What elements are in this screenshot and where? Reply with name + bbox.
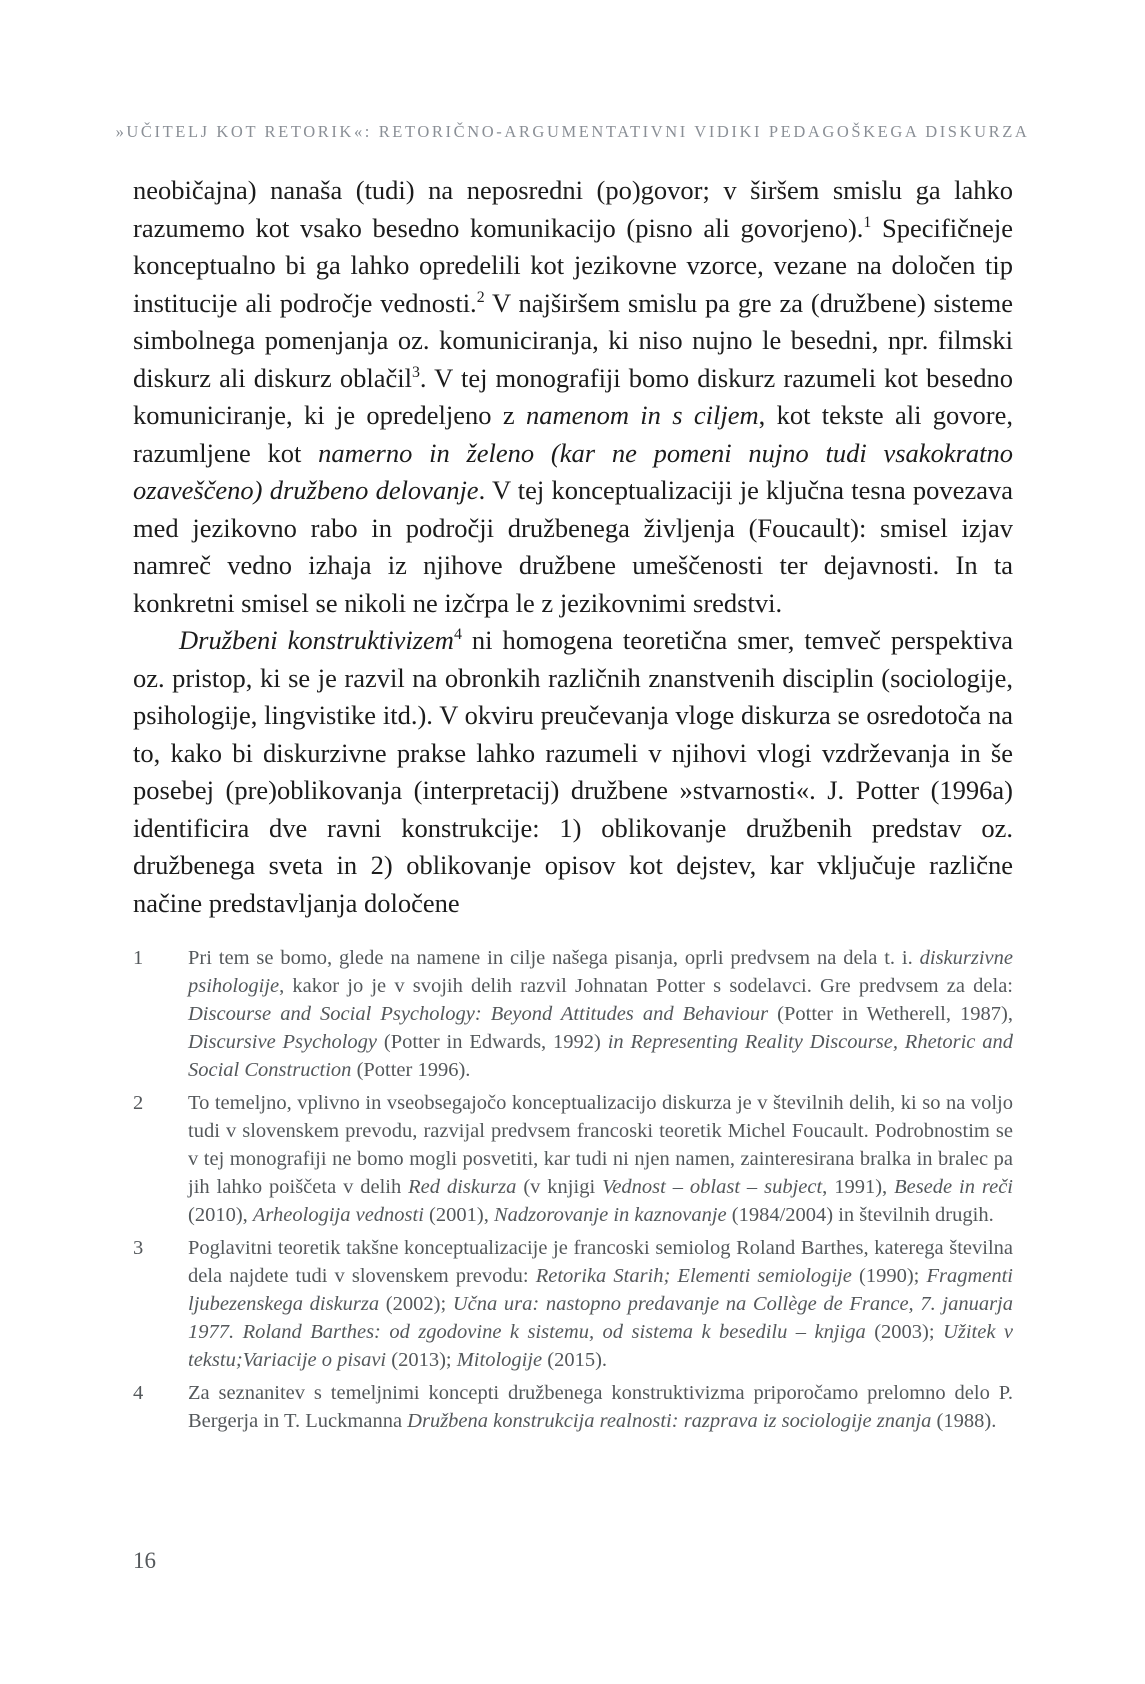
text-run: (v knjigi [516,1176,603,1198]
italic-run: Red diskurza [408,1176,517,1198]
running-header: »UČITELJ KOT RETORIK«: RETORIČNO-ARGUMENTATIVNI VIDIKI PEDAGOŠKEGA DISKURZA [115,122,1030,141]
italic-run: Discourse and Social Psychology: Beyond Attitudes and Behaviour [188,1003,769,1025]
footnote-text [188,944,1013,1084]
italic-run: Arheologija vednosti [252,1204,424,1226]
footnote-ref: 1 [863,213,872,231]
text-run: ni homogena teoretična smer, temveč perspektiva oz. pristop, ki se je razvil na obronkih različnih znanstvenih disciplin (sociologije, psihologije, lingvistike itd.). V okviru preučevanja vloge diskurza se osredotoča na to, kako bi diskurzivne prakse lahko razumeli v njihovi vlogi vzdrževanja in še posebej (pre)oblikovanja (interpretacij) družbene »stvarnosti«. J. Potter (1996a) identificira dve ravni konstrukcije: 1) oblikovanje družbenih predstav oz. družbenega sveta in 2) oblikovanje opisov kot dejstev, kar vključuje različne načine predstavljanja določene [133,625,1013,918]
text-run: , 1991), [822,1176,895,1198]
footnote-number: 4 [133,1382,144,1404]
text-run: (1988). [931,1410,997,1432]
text-run: Specifičneje konceptualno bi ga lahko opredelili kot jezikovne vzorce, vezane na določen tip institucije ali področje vednosti. [133,212,1013,318]
italic-run: Fragmenti ljubezenskega diskurza [188,1265,1013,1315]
text-run: Pri tem se bomo, glede na namene in cilje našega pisanja, oprli predvsem na dela t. i. [188,947,920,969]
text-run: (1990); [851,1265,927,1287]
body-text-block [133,172,1013,922]
footnote-ref: 3 [411,363,420,381]
paragraph-continuation [133,172,1013,622]
italic-run: Retorika Starih; Elementi semiologije [535,1265,852,1287]
text-run: Za seznanitev s temeljnimi koncepti družbenega konstruktivizma priporočamo prelomno delo P. Bergerja in T. Luckmanna [188,1382,1013,1432]
text-run: (1984/2004) in številnih drugih. [726,1204,994,1226]
italic-run: Besede in reči [894,1176,1014,1198]
footnote-1 [133,944,1013,1084]
footnote-ref: 2 [476,288,485,306]
text-run: . V tej konceptualizaciji je ključna tesna povezava med jezikovno rabo in področji družbenega življenja (Foucault): smisel izjav namreč vedno izhaja iz njihove družbene umeščenosti ter dejavnosti. In ta konkretni smisel se nikoli ne izčrpa le z jezikovnimi sredstvi. [133,475,1013,618]
italic-run: Družbena konstrukcija realnosti: razprava iz sociologije znanja [407,1410,932,1432]
footnote-3 [133,1234,1013,1374]
footnote-number: 3 [133,1237,144,1259]
italic-run: namenom in s ciljem [525,400,759,430]
text-run: (2003); [865,1321,944,1343]
text-run: Poglavitni teoretik takšne konceptualizacije je francoski semiolog Roland Barthes, katerega številna dela najdete tudi v slovenskem prevodu: [188,1237,1013,1287]
text-run: V najširšem smislu pa gre za (družbene) sisteme simbolnega pomenjanja oz. komuniciranja, ki niso nujno le besedni, npr. filmski diskurz ali diskurz oblačil [133,287,1013,393]
text-run: (2002); [379,1293,453,1315]
text-run: , kakor jo je v svojih delih razvil Johnatan Potter s sodelavci. Gre predvsem za dela: [279,975,1013,997]
italic-run: Nadzorovanje in kaznovanje [493,1204,727,1226]
italic-run: Discursive Psychology [188,1031,378,1053]
italic-run: Mitologije [456,1349,543,1371]
footnote-ref: 4 [453,626,462,644]
italic-run: in Representing Reality Discourse, Rhetoric and Social Construction [188,1031,1014,1081]
text-run: (Potter 1996). [351,1059,471,1081]
footnote-2 [133,1089,1013,1229]
text-run: To temeljno, vplivno in vseobsegajočo konceptualizacijo diskurza je v številnih delih, ki so na voljo tudi v slovenskem prevodu, razvijal predvsem francoski teoretik Michel Foucault. Podrobnostim se v tej monografiji ne bomo mogli posvetiti, kar tudi ni njen namen, zainteresirana bralka in bralec pa jih lahko poiščeta v delih [188,1092,1013,1198]
text-run: (Potter in Wetherell, 1987), [768,1003,1013,1025]
footnote-text [188,1379,1013,1435]
italic-run: Učna ura: nastopno predavanje na Collège de France, 7. januarja 1977. Roland Barthes: od zgodovine k sistemu, od sistema k besedilu – knjiga [188,1293,1013,1343]
footnote-number: 1 [133,947,144,969]
footnote-text [188,1089,1013,1229]
text-run: neobičajna) nanaša (tudi) na neposredni (po)govor; v širšem smislu ga lahko razumemo kot vsako besedno komunikacijo (pisno ali govorjeno). [133,175,1013,243]
text-run: (2010), [188,1204,253,1226]
footnotes-section [133,944,1013,1440]
paragraph-new [133,622,1013,922]
text-run: . V tej monografiji bomo diskurz razumeli kot besedno komuniciranje, ki je opredeljeno z [133,362,1013,430]
footnote-4 [133,1379,1013,1435]
text-run: (2015). [542,1349,608,1371]
text-run: , kot tekste ali govore, razumljene kot [133,400,1013,468]
italic-run: Vednost – oblast – subject [602,1176,823,1198]
footnote-number: 2 [133,1092,144,1114]
text-run: (Potter in Edwards, 1992) [377,1031,608,1053]
italic-run: Užitek v tekstu;Variacije o pisavi [188,1321,1013,1371]
footnote-text [188,1234,1013,1374]
text-run: (2001), [423,1204,494,1226]
page-number: 16 [133,1548,156,1573]
text-run: (2013); [386,1349,457,1371]
italic-run: diskurzivne psihologije [188,947,1013,997]
italic-run: namerno in želeno (kar ne pomeni nujno tudi vsakokratno ozaveščeno) družbeno delovanje [133,437,1014,505]
italic-run: Družbeni konstruktivizem [179,625,454,655]
